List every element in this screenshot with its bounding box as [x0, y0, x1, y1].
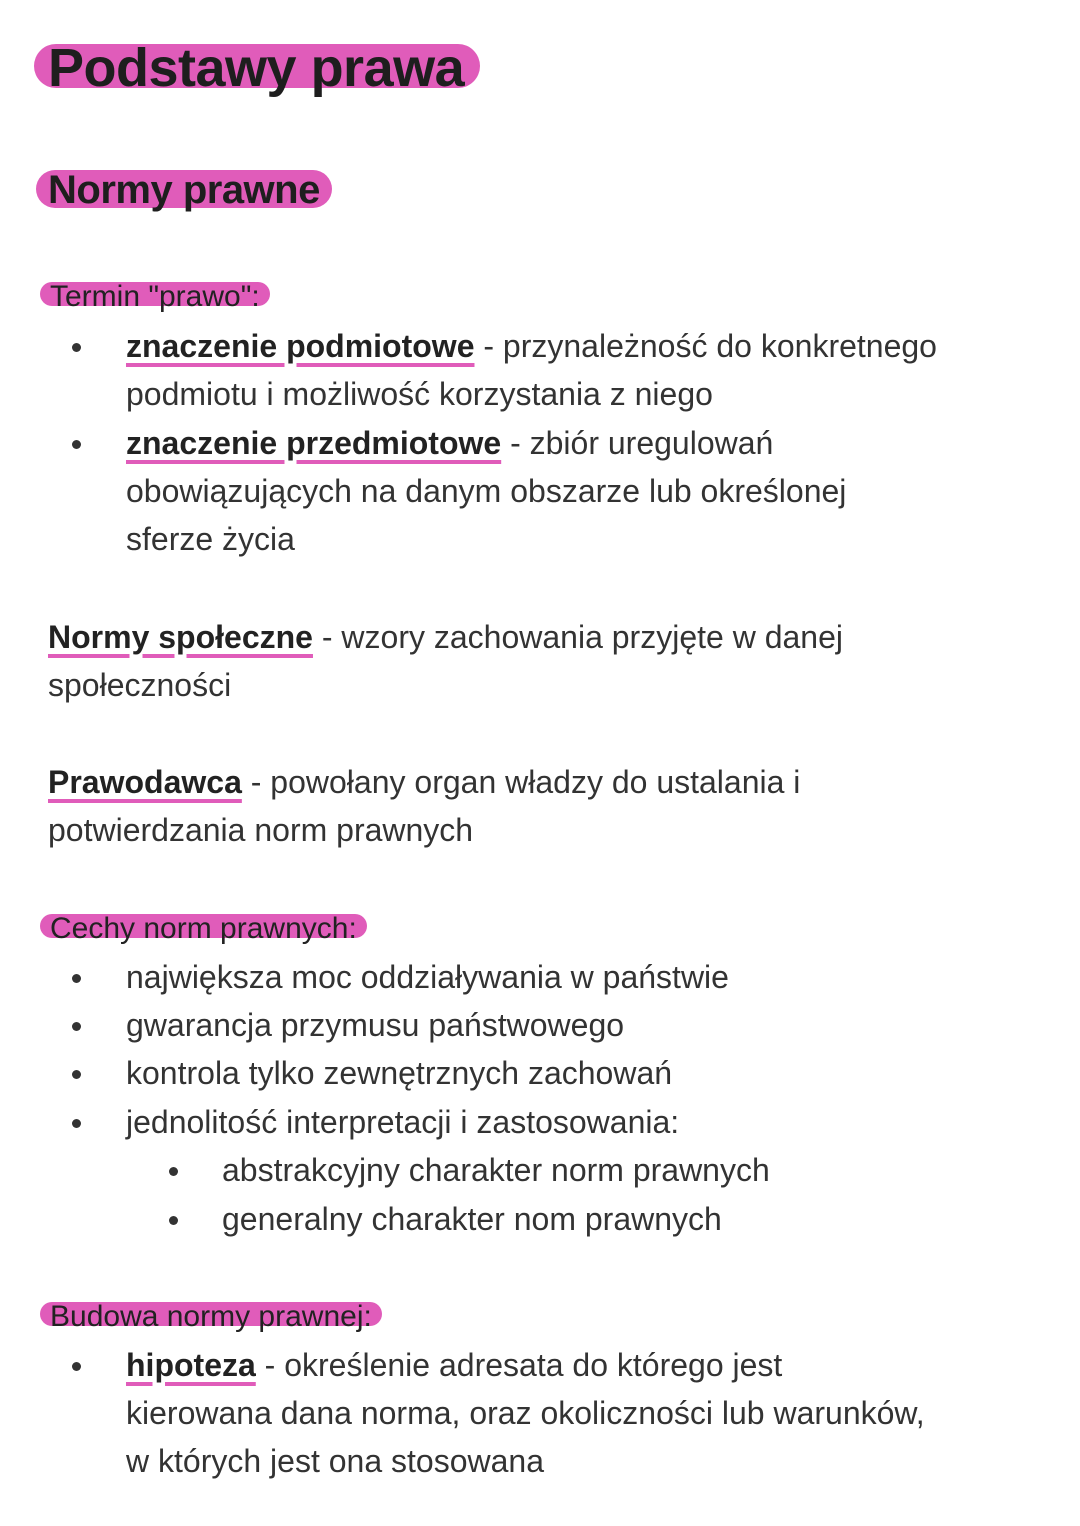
bullet-icon: [72, 1070, 81, 1079]
cechy-subitem: generalny charakter nom prawnych: [222, 1201, 722, 1237]
definition-text: - określenie adresata do którego jest: [255, 1347, 783, 1383]
definition-text: - wzory zachowania przyjęte w danej: [312, 619, 843, 655]
cechy-item: kontrola tylko zewnętrznych zachowań: [126, 1055, 673, 1091]
termin-item-2-line-1: [126, 419, 773, 467]
term-normy-spoleczne: Normy społeczne: [48, 619, 313, 655]
bullet-icon: [169, 1216, 178, 1225]
termin-item-2-line-2: obowiązujących na danym obszarze lub określonej: [126, 473, 847, 509]
normy-spoleczne-line-2: społeczności: [48, 667, 232, 703]
termin-item-1-line-1: [126, 322, 937, 370]
term-prawodawca: Prawodawca: [48, 764, 242, 800]
budowa-item-1-line-1: [126, 1341, 782, 1389]
cechy-heading: Cechy norm prawnych:: [40, 914, 367, 938]
bullet-icon: [72, 440, 81, 449]
term-znaczenie-podmiotowe: znaczenie podmiotowe: [126, 328, 475, 364]
prawodawca-line-1: [48, 758, 800, 806]
definition-text: - zbiór uregulowań: [501, 425, 774, 461]
bullet-icon: [169, 1167, 178, 1176]
term-znaczenie-przedmiotowe: znaczenie przedmiotowe: [126, 425, 502, 461]
termin-heading: Termin "prawo":: [40, 282, 270, 306]
bullet-icon: [72, 1119, 81, 1128]
bullet-icon: [72, 1022, 81, 1031]
budowa-item-1-line-2: kierowana dana norma, oraz okoliczności lub warunków,: [126, 1395, 925, 1431]
term-hipoteza: hipoteza: [126, 1347, 256, 1383]
section-title: Normy prawne: [36, 170, 332, 208]
definition-text: - przynależność do konkretnego: [474, 328, 937, 364]
bullet-icon: [72, 1362, 81, 1371]
budowa-item-1-line-3: w których jest ona stosowana: [126, 1443, 544, 1479]
normy-spoleczne-line-1: [48, 613, 843, 661]
cechy-item: największa moc oddziaływania w państwie: [126, 959, 729, 995]
bullet-icon: [72, 974, 81, 983]
termin-item-1-line-2: podmiotu i możliwość korzystania z niego: [126, 376, 713, 412]
cechy-subitem: abstrakcyjny charakter norm prawnych: [222, 1152, 770, 1188]
budowa-heading: Budowa normy prawnej:: [40, 1302, 382, 1326]
cechy-item: gwarancja przymusu państwowego: [126, 1007, 625, 1043]
bullet-icon: [72, 343, 81, 352]
prawodawca-line-2: potwierdzania norm prawnych: [48, 812, 474, 848]
page-title: Podstawy prawa: [34, 44, 480, 88]
definition-text: - powołany organ władzy do ustalania i: [241, 764, 801, 800]
termin-item-2-line-3: sferze życia: [126, 521, 295, 557]
cechy-item: jednolitość interpretacji i zastosowania:: [126, 1104, 680, 1140]
